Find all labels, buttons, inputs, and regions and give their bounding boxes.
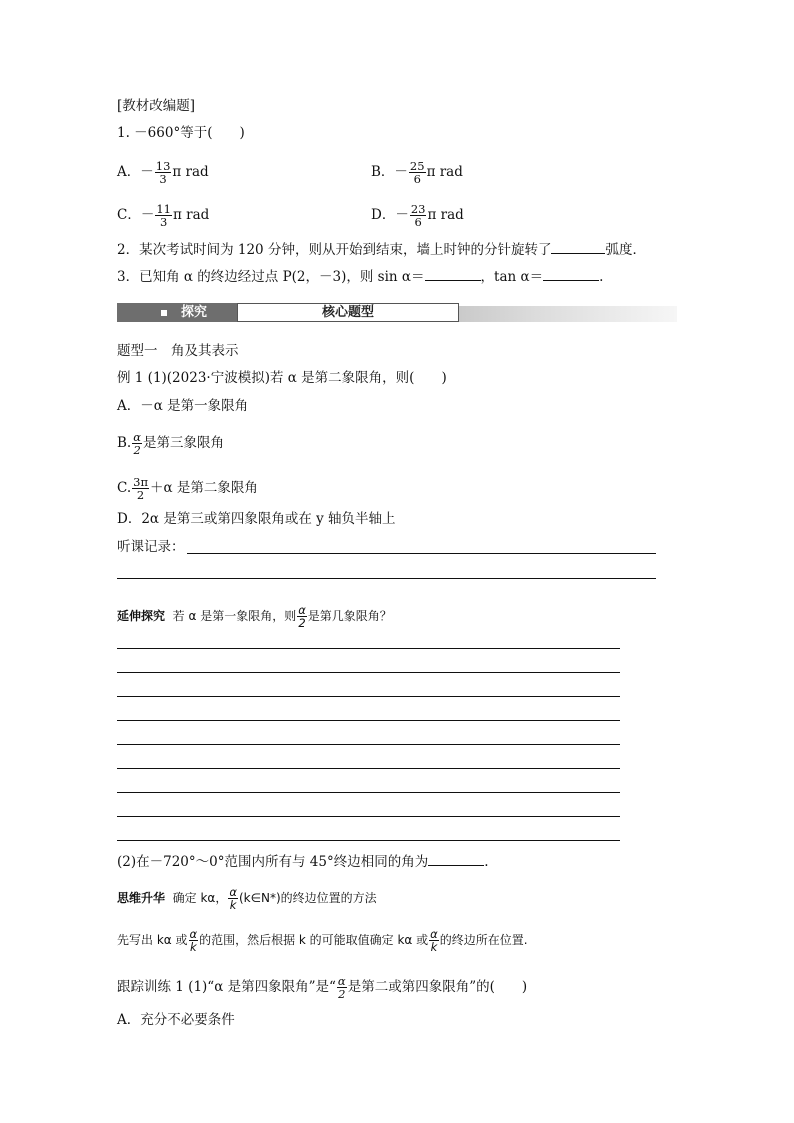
example1-option-c: [117, 476, 258, 501]
thinking-body-fraction-2: [429, 928, 439, 953]
q1-b-num: 25: [409, 159, 425, 173]
example1-option-d: D．2α 是第三或第四象限角或在 y 轴负半轴上: [117, 511, 396, 527]
extension-fraction: [297, 604, 307, 629]
tracking-exercise-1: [117, 975, 527, 1000]
thinking-text: 确定 kα，: [172, 891, 228, 905]
extension-label: 延伸探究: [117, 609, 166, 623]
q2-answer-blank[interactable]: [551, 239, 605, 254]
q1-option-a: [117, 160, 209, 185]
ex1-b-prefix: B.: [117, 435, 132, 451]
thinking-summary-body: [117, 928, 528, 953]
q3-text-end: .: [599, 269, 604, 285]
thinking-fraction: [228, 886, 238, 911]
answer-line[interactable]: [117, 744, 620, 745]
answer-line[interactable]: [117, 816, 620, 817]
ex1-b-fraction: [132, 431, 142, 456]
q1-c-label: C．－: [117, 207, 155, 223]
thinking-body-num-2: α: [430, 927, 438, 941]
ex1-part2-blank[interactable]: [428, 851, 484, 866]
track-den: 2: [338, 987, 346, 1001]
ex1-c-num: 3π: [133, 475, 149, 489]
banner-core-types: 核心题型: [237, 303, 459, 322]
answer-line[interactable]: [117, 792, 620, 793]
example1-option-a: A．－α 是第一象限角: [117, 398, 249, 414]
thinking-text-end: (k∈N*)的终边位置的方法: [238, 891, 377, 905]
example1-part2: [117, 851, 489, 871]
ex1-b-num: α: [133, 430, 141, 444]
ex1-c-prefix: C.: [117, 480, 132, 496]
q2-text: 2．某次考试时间为 120 分钟，则从开始到结束，墙上时钟的分针旋转了: [117, 242, 552, 258]
q1-b-unit: π rad: [426, 164, 463, 180]
tracking-option-a: A．充分不必要条件: [117, 1012, 235, 1028]
q1-d-fraction: [410, 203, 427, 228]
q3: [117, 266, 603, 286]
q1-option-b: [371, 160, 463, 185]
thinking-body-num: α: [189, 927, 198, 941]
q1-d-den: 6: [414, 215, 422, 229]
q3-text: 3．已知角 α 的终边经过点 P(2，－3)，则 sin α＝: [117, 269, 425, 285]
ex1-b-den: 2: [133, 443, 141, 457]
notes-label: 听课记录：: [117, 539, 185, 555]
q2: [117, 239, 646, 259]
notes-line[interactable]: [187, 553, 656, 554]
section-tag: [教材改编题]: [117, 98, 196, 114]
thinking-body-c: 的终边所在位置.: [439, 933, 528, 947]
q1-c-den: 3: [160, 215, 168, 229]
ex1-c-den: 2: [136, 488, 145, 502]
q1-c-fraction: [155, 203, 172, 228]
q3-tan-blank[interactable]: [543, 266, 599, 281]
thinking-body-den-2: k: [430, 940, 438, 954]
q3-tan-text: ，tan α＝: [480, 269, 544, 285]
answer-line[interactable]: [117, 768, 620, 769]
q3-sin-blank[interactable]: [425, 266, 481, 281]
ex1-c-fraction: [132, 476, 149, 501]
thinking-body-den: k: [189, 940, 197, 954]
q2-text-end: 弧度．: [605, 242, 646, 258]
square-bullet-icon: [161, 310, 167, 316]
banner-explore: [117, 303, 237, 322]
thinking-den: k: [229, 898, 237, 912]
extension-text: 若 α 是第一象限角，则: [172, 609, 297, 623]
thinking-num: α: [229, 885, 237, 899]
q1-d-num: 23: [410, 202, 426, 216]
banner-explore-label: 探究: [181, 305, 208, 320]
q1-stem: 1. －660°等于( ): [117, 125, 245, 141]
ex1-c-suffix: ＋α 是第二象限角: [150, 480, 258, 496]
q1-a-unit: π rad: [172, 164, 209, 180]
q1-a-num: 13: [155, 159, 171, 173]
ex1-b-suffix: 是第三象限角: [143, 435, 224, 451]
notes-line[interactable]: [117, 578, 656, 579]
q1-c-num: 11: [156, 202, 171, 216]
thinking-label: 思维升华: [117, 891, 166, 905]
extension-text-end: 是第几象限角？: [307, 609, 392, 623]
q1-b-label: B．－: [371, 164, 408, 180]
thinking-body-fraction: [189, 928, 199, 953]
extension-den: 2: [298, 616, 306, 630]
example1-stem: 例 1 (1)(2023·宁波模拟)若 α 是第二象限角，则( ): [117, 370, 447, 386]
q1-option-d: [371, 203, 464, 228]
topic-title: 题型一 角及其表示: [117, 343, 239, 359]
track-fraction: [337, 975, 347, 1000]
q1-c-unit: π rad: [172, 207, 210, 223]
section-banner: [117, 303, 677, 323]
answer-line[interactable]: [117, 672, 620, 673]
q1-b-fraction: [409, 160, 426, 185]
answer-line[interactable]: [117, 840, 620, 841]
thinking-body-b: 的范围，然后根据 k 的可能取值确定 kα 或: [199, 933, 429, 947]
thinking-body-a: 先写出 kα 或: [117, 933, 188, 947]
ex1-part2-text: (2)在－720°～0°范围内所有与 45°终边相同的角为: [117, 854, 429, 870]
q1-a-label: A．－: [117, 164, 154, 180]
q1-d-unit: π rad: [427, 207, 464, 223]
q1-a-den: 3: [159, 172, 167, 186]
q1-option-c: [117, 203, 209, 228]
extension-question: [117, 604, 392, 629]
example1-option-b: [117, 431, 224, 456]
q1-a-fraction: [155, 160, 172, 185]
track-num: α: [337, 974, 346, 988]
q1-d-label: D．－: [371, 207, 409, 223]
extension-num: α: [298, 603, 306, 617]
answer-line[interactable]: [117, 648, 620, 649]
ex1-part2-end: .: [484, 854, 489, 870]
q1-b-den: 6: [413, 172, 421, 186]
answer-line[interactable]: [117, 696, 620, 697]
track-text: 跟踪训练 1 (1)“α 是第四象限角”是“: [117, 979, 336, 995]
answer-line[interactable]: [117, 720, 620, 721]
track-text-end: 是第二或第四象限角”的( ): [347, 979, 528, 995]
thinking-summary-title: [117, 886, 377, 911]
